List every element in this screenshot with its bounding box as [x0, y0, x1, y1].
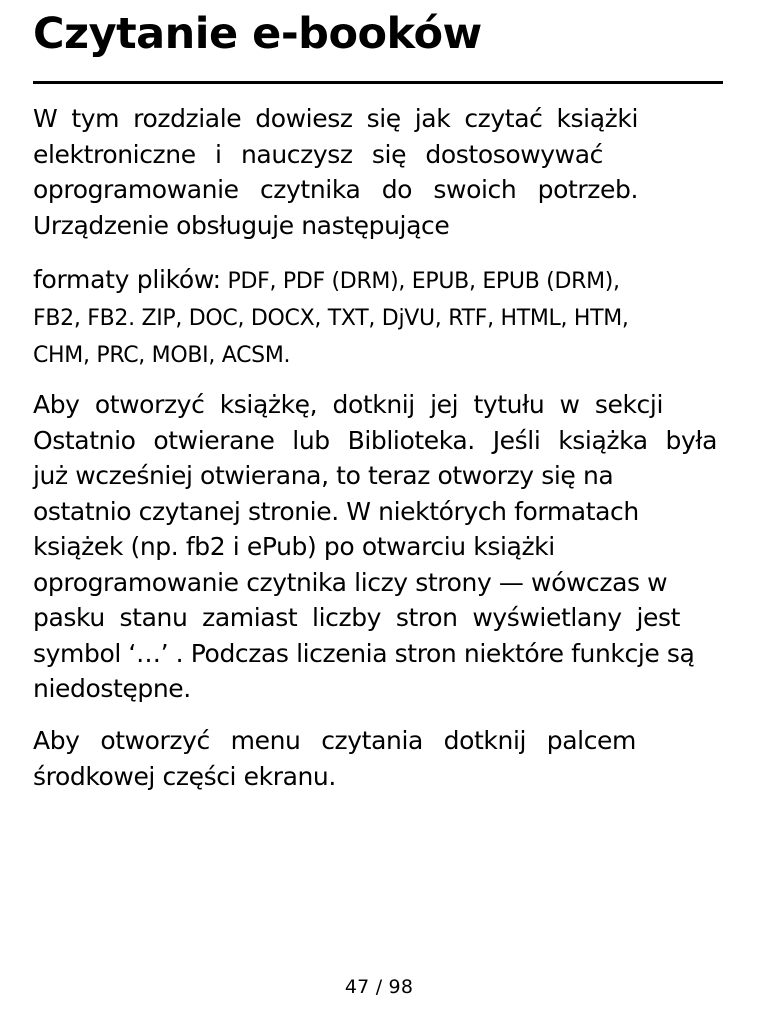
menu-line-2: środkowej części ekranu.	[33, 761, 336, 791]
formats-line-1	[33, 261, 723, 300]
intro-line-2: elektroniczne i nauczysz się dostosowywać	[33, 139, 603, 169]
reading-menu-paragraph	[33, 723, 638, 794]
title-divider	[33, 81, 723, 84]
opening-line-5: książek (np. fb2 i ePub) po otwarciu książki	[33, 532, 555, 561]
intro-line-1: W tym rozdziale dowiesz się jak czytać książki	[33, 104, 638, 133]
intro-paragraph	[33, 101, 638, 243]
intro-line-4: Urządzenie obsługuje następujące	[33, 210, 450, 240]
opening-line-2: Ostatnio otwierane lub Biblioteka. Jeśli książka była	[33, 425, 717, 455]
formats-line-3: CHM, PRC, MOBI, ACSM.	[33, 343, 291, 368]
opening-line-4: ostatnio czytanej stronie. W niektórych formatach	[33, 496, 639, 526]
formats-list-1: PDF, PDF (DRM), EPUB, EPUB (DRM),	[227, 269, 620, 294]
page-title: Czytanie e-booków	[33, 9, 482, 59]
opening-line-8: symbol ‘…’ . Podczas liczenia stron niektóre funkcje są	[33, 638, 695, 668]
menu-line-1: Aby otworzyć menu czytania dotknij palcem	[33, 726, 636, 755]
intro-line-3: oprogramowanie czytnika do swoich potrzeb.	[33, 175, 638, 204]
formats-prefix: formaty plików:	[33, 265, 221, 294]
opening-line-6: oprogramowanie czytnika liczy strony — wówczas w	[33, 567, 668, 597]
formats-paragraph	[33, 261, 723, 374]
formats-line-2: FB2, FB2. ZIP, DOC, DOCX, TXT, DjVU, RTF, HTML, HTM,	[33, 306, 629, 331]
opening-line-1: Aby otworzyć książkę, dotknij jej tytułu w sekcji	[33, 390, 663, 419]
page-number: 47 / 98	[344, 976, 414, 998]
opening-book-paragraph	[33, 387, 723, 707]
opening-line-7: pasku stanu zamiast liczby stron wyświetlany jest	[33, 603, 680, 632]
opening-line-3: już wcześniej otwierana, to teraz otworzy się na	[33, 461, 614, 490]
opening-line-9: niedostępne.	[33, 674, 191, 703]
